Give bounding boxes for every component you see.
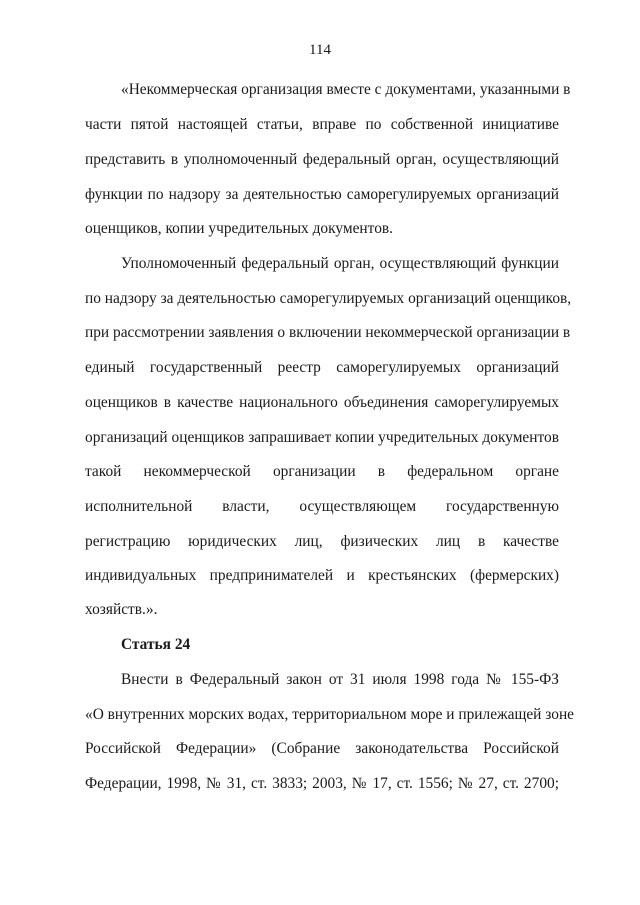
paragraph-1-line-1: «Некоммерческая организация вместе с документами, указанными в bbox=[121, 81, 571, 98]
paragraph-2-line-9: регистрацию юридических лиц, физических лиц в качестве bbox=[85, 533, 559, 550]
page-number: 114 bbox=[309, 42, 331, 58]
paragraph-2-line-7: такой некоммерческой организации в федеральном органе bbox=[85, 463, 559, 480]
article-paragraph-line-4: Федерации, 1998, № 31, ст. 3833; 2003, № 17, ст. 1556; № 27, ст. 2700; bbox=[85, 775, 559, 792]
paragraph-2-line-2: по надзору за деятельностью саморегулируемых организаций оценщиков, bbox=[85, 290, 572, 307]
paragraph-2-line-5: оценщиков в качестве национального объединения саморегулируемых bbox=[85, 394, 559, 411]
article-paragraph-line-3: Российской Федерации» (Собрание законодательства Российской bbox=[85, 740, 559, 757]
paragraph-2-line-1: Уполномоченный федеральный орган, осуществляющий функции bbox=[121, 255, 559, 272]
article-heading: Статья 24 bbox=[121, 636, 191, 653]
paragraph-1-line-4: функции по надзору за деятельностью саморегулируемых организаций bbox=[85, 186, 559, 203]
paragraph-1-line-5: оценщиков, копии учредительных документов. bbox=[85, 220, 394, 237]
paragraph-2-line-10: индивидуальных предпринимателей и крестьянских (фермерских) bbox=[85, 567, 559, 584]
paragraph-1-line-3: представить в уполномоченный федеральный орган, осуществляющий bbox=[85, 151, 559, 168]
article-paragraph-line-2: «О внутренних морских водах, территориальном море и прилежащей зоне bbox=[85, 706, 575, 723]
paragraph-2-line-4: единый государственный реестр саморегулируемых организаций bbox=[85, 359, 559, 376]
article-paragraph-line-1: Внести в Федеральный закон от 31 июля 1998 года № 155-ФЗ bbox=[121, 671, 559, 688]
paragraph-2-line-6: организаций оценщиков запрашивает копии учредительных документов bbox=[85, 429, 559, 446]
paragraph-2-line-3: при рассмотрении заявления о включении некоммерческой организации в bbox=[85, 324, 571, 341]
paragraph-2-line-8: исполнительной власти, осуществляющем государственную bbox=[85, 498, 559, 515]
paragraph-2-line-11: хозяйств.». bbox=[85, 601, 158, 618]
paragraph-1-line-2: части пятой настоящей статьи, вправе по собственной инициативе bbox=[85, 116, 559, 133]
